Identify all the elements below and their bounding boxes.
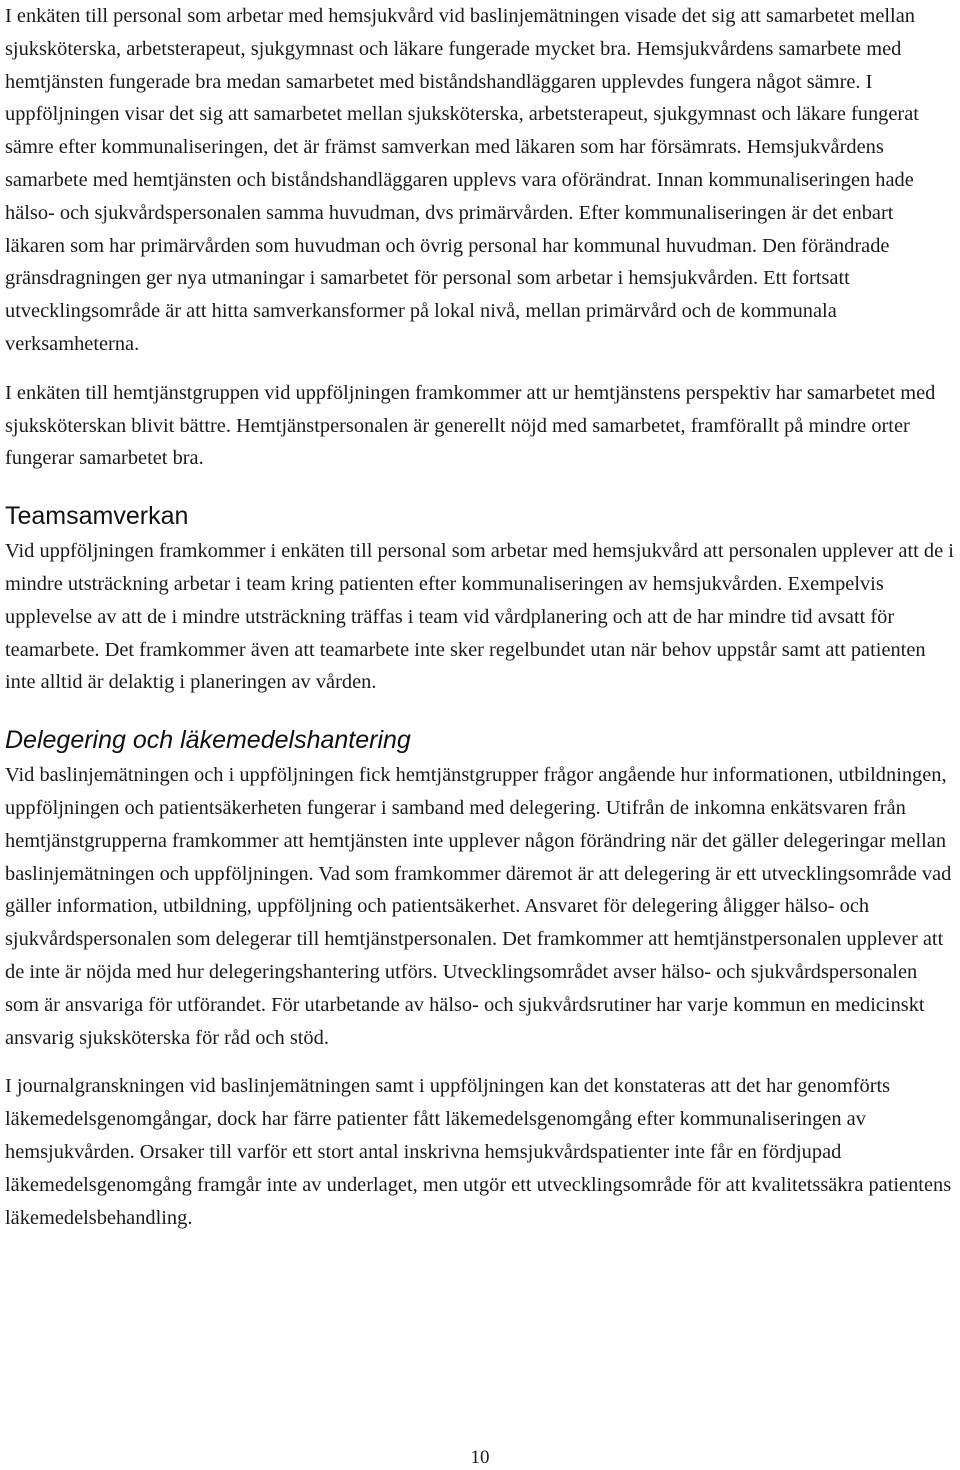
section-heading-delegering: Delegering och läkemedelshantering <box>5 726 411 755</box>
page-number: 10 <box>470 1447 490 1468</box>
paragraph-intro-1: I enkäten till personal som arbetar med hemsjukvård vid baslinjemätningen visade det sig att samarbetet mellan sjuksköterska, arbetsterapeut, sjukgymnast och läkare fungerade mycket bra. Hemsjukvårdens samarbete med hemtjänsten fungerade bra medan samarbetet med biståndshandläggaren upplevdes fungera något sämre. I uppföljningen visar det sig att samarbetet mellan sjuksköterska, arbetsterapeut, sjukgymnast och läkare fungerat sämre efter kommunaliseringen, det är främst samverkan med läkaren som har försämrats. Hemsjukvårdens samarbete med hemtjänsten och biståndshandläggaren upplevs vara oförändrat. Innan kommunaliseringen hade hälso- och sjukvårdspersonalen samma huvudman, dvs primärvården. Efter kommunaliseringen är det enbart läkaren som har primärvården som huvudman och övrig personal har kommunal huvudman. Den förändrade gränsdragningen ger nya utmaningar i samarbetet för personal som arbetar i hemsjukvården. Ett fortsatt utvecklingsområde är att hitta samverkansformer på lokal nivå, mellan primärvård och de kommunala verksamheterna. <box>5 5 919 355</box>
section-heading-teamsamverkan: Teamsamverkan <box>5 502 189 531</box>
paragraph-delegering-1: Vid baslinjemätningen och i uppföljningen fick hemtjänstgrupper frågor angående hur informationen, utbildningen, uppföljningen och patientsäkerheten fungerar i samband med delegering. Utifrån de inkomna enkätsvaren från hemtjänstgrupperna framkommer att hemtjänsten inte upplever någon förändring när det gäller delegeringar mellan baslinjemätningen och uppföljningen. Vad som framkommer däremot är att delegering är ett utvecklingsområde vad gäller information, utbildning, uppföljning och patientsäkerhet. Ansvaret för delegering åligger hälso- och sjukvårdspersonalen som delegerar till hemtjänstpersonalen. Det framkommer att hemtjänstpersonalen upplever att de inte är nöjda med hur delegeringshantering utförs. Utvecklingsområdet avser hälso- och sjukvårdspersonalen som är ansvariga för utförandet. För utarbetande av hälso- och sjukvårdsrutiner har varje kommun en medicinskt ansvarig sjuksköterska för råd och stöd. <box>5 764 952 1049</box>
paragraph-delegering-2: I journalgranskningen vid baslinjemätningen samt i uppföljningen kan det konstateras att det har genomförts läkemedelsgenomgångar, dock har färre patienter fått läkemedelsgenomgång efter kommunaliseringen av hemsjukvården. Orsaker till varför ett stort antal inskrivna hemsjukvårdspatienter inte får en fördjupad läkemedelsgenomgång framgår inte av underlaget, men utgör ett utvecklingsområde för att kvalitetssäkra patientens läkemedelsbehandling. <box>5 1075 952 1229</box>
paragraph-intro-2: I enkäten till hemtjänstgruppen vid uppföljningen framkommer att ur hemtjänstens perspektiv har samarbetet med sjuksköterskan blivit bättre. Hemtjänstpersonalen är generellt nöjd med samarbetet, framförallt på mindre orter fungerar samarbetet bra. <box>5 381 936 470</box>
paragraph-teamsamverkan-1: Vid uppföljningen framkommer i enkäten till personal som arbetar med hemsjukvård att personalen upplever att de i mindre utsträckning arbetar i team kring patienten efter kommunaliseringen av hemsjukvården. Exempelvis upplevelse av att de i mindre utsträckning träffas i team vid vårdplanering och att de har mindre tid avsatt för teamarbete. Det framkommer även att teamarbete inte sker regelbundet utan när behov uppstår samt att patienten inte alltid är delaktig i planeringen av vården. <box>5 540 954 694</box>
document-page <box>5 0 955 1234</box>
